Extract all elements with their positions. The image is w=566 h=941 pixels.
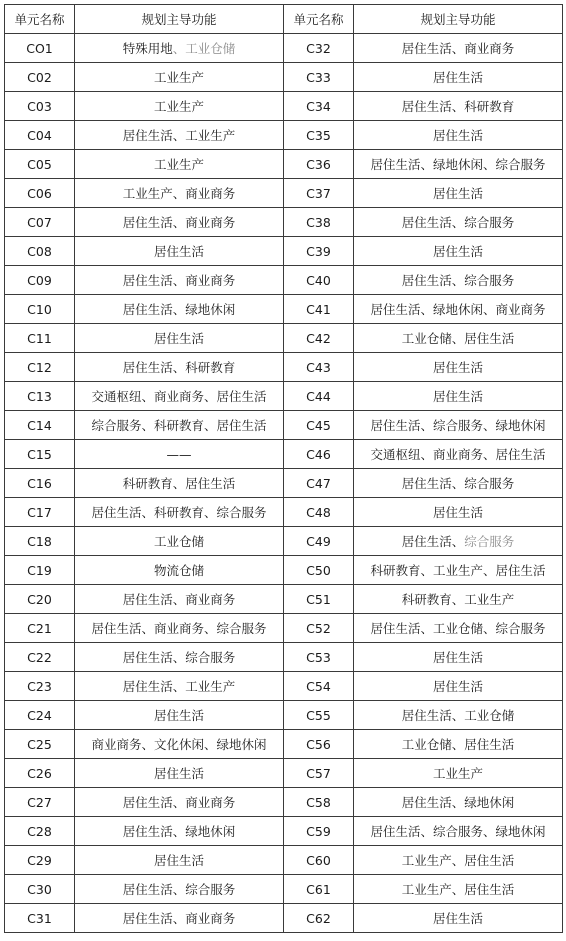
table-row: [5, 266, 563, 295]
function-cell-left: [75, 324, 284, 353]
unit-name-cell-right: C57: [284, 759, 354, 788]
function-cell-right: [354, 411, 563, 440]
function-text: 居住生活、绿地休闲、商业商务: [370, 302, 546, 317]
unit-name-cell-left: C02: [5, 63, 75, 92]
unit-name-cell-right: C52: [284, 614, 354, 643]
unit-name-cell-right: C55: [284, 701, 354, 730]
function-cell-left: [75, 556, 284, 585]
function-cell-right: [354, 63, 563, 92]
function-text: 工业生产、商业商务: [122, 186, 236, 201]
table-row: [5, 614, 563, 643]
unit-name-cell-right: C56: [284, 730, 354, 759]
function-cell-right: [354, 556, 563, 585]
unit-name-cell-left: C22: [5, 643, 75, 672]
table-body: [5, 34, 563, 933]
function-cell-left: [75, 759, 284, 788]
unit-name-cell-left: C09: [5, 266, 75, 295]
function-text: 居住生活、商业商务: [122, 911, 236, 926]
unit-name-cell-right: C32: [284, 34, 354, 63]
function-text: 居住生活、商业商务: [401, 41, 515, 56]
function-cell-right: [354, 643, 563, 672]
function-text: 居住生活、商业商务、综合服务: [91, 621, 267, 636]
table-row: [5, 63, 563, 92]
function-text: 工业仓储、居住生活: [401, 331, 515, 346]
table-row: [5, 788, 563, 817]
function-text: 居住生活: [153, 244, 204, 259]
function-text: ——: [166, 446, 192, 462]
function-cell-left: [75, 63, 284, 92]
unit-name-cell-left: C07: [5, 208, 75, 237]
function-text: 居住生活、商业商务: [122, 215, 236, 230]
function-cell-right: [354, 382, 563, 411]
table-row: [5, 759, 563, 788]
function-text: 居住生活、: [401, 534, 465, 549]
unit-name-cell-left: C12: [5, 353, 75, 382]
function-text: 居住生活: [432, 505, 483, 520]
function-text-faded: 、工业仓储: [172, 41, 236, 56]
function-text: 居住生活: [432, 679, 483, 694]
unit-name-cell-right: C60: [284, 846, 354, 875]
unit-name-cell-left: C05: [5, 150, 75, 179]
unit-name-cell-left: C19: [5, 556, 75, 585]
table-row: [5, 585, 563, 614]
table-row: [5, 121, 563, 150]
unit-name-cell-right: C42: [284, 324, 354, 353]
function-text: 居住生活: [153, 853, 204, 868]
unit-name-cell-left: C17: [5, 498, 75, 527]
function-text: 工业仓储、居住生活: [401, 737, 515, 752]
function-cell-left: [75, 295, 284, 324]
header-unit-name-right: 单元名称: [284, 5, 354, 34]
unit-name-cell-right: C45: [284, 411, 354, 440]
unit-name-cell-right: C54: [284, 672, 354, 701]
function-text: 交通枢纽、商业商务、居住生活: [91, 389, 267, 404]
function-text: 居住生活、综合服务: [122, 650, 236, 665]
unit-name-cell-right: C58: [284, 788, 354, 817]
table-row: [5, 237, 563, 266]
function-cell-left: [75, 904, 284, 933]
unit-name-cell-right: C35: [284, 121, 354, 150]
table-row: [5, 411, 563, 440]
function-cell-left: [75, 672, 284, 701]
unit-name-cell-left: C18: [5, 527, 75, 556]
unit-name-cell-right: C33: [284, 63, 354, 92]
function-text: 居住生活: [432, 128, 483, 143]
unit-name-cell-right: C47: [284, 469, 354, 498]
function-cell-right: [354, 295, 563, 324]
unit-name-cell-right: C50: [284, 556, 354, 585]
header-function-right: 规划主导功能: [354, 5, 563, 34]
function-cell-right: [354, 121, 563, 150]
function-cell-right: [354, 904, 563, 933]
unit-name-cell-left: C20: [5, 585, 75, 614]
table-row: [5, 324, 563, 353]
unit-name-cell-left: C28: [5, 817, 75, 846]
function-cell-left: [75, 34, 284, 63]
function-cell-left: [75, 469, 284, 498]
unit-name-cell-right: C51: [284, 585, 354, 614]
function-text: 居住生活: [432, 70, 483, 85]
function-cell-left: [75, 440, 284, 469]
function-cell-left: [75, 382, 284, 411]
function-text: 工业生产、居住生活: [401, 853, 515, 868]
function-text: 居住生活、综合服务: [122, 882, 236, 897]
unit-name-cell-right: C38: [284, 208, 354, 237]
function-text: 工业生产: [153, 157, 204, 172]
function-text: 工业仓储: [153, 534, 204, 549]
table-row: [5, 817, 563, 846]
table-row: [5, 498, 563, 527]
unit-name-cell-right: C49: [284, 527, 354, 556]
function-cell-right: [354, 237, 563, 266]
function-text: 居住生活、工业仓储: [401, 708, 515, 723]
function-cell-left: [75, 875, 284, 904]
function-cell-left: [75, 150, 284, 179]
function-cell-right: [354, 208, 563, 237]
function-text: 居住生活: [153, 708, 204, 723]
function-text: 居住生活、科研教育: [401, 99, 515, 114]
function-text: 工业生产: [153, 70, 204, 85]
function-text: 居住生活: [432, 911, 483, 926]
unit-name-cell-left: C24: [5, 701, 75, 730]
function-text: 居住生活、工业生产: [122, 679, 236, 694]
function-text: 居住生活、商业商务: [122, 592, 236, 607]
function-cell-left: [75, 498, 284, 527]
unit-name-cell-left: C30: [5, 875, 75, 904]
table-row: [5, 150, 563, 179]
unit-name-cell-right: C36: [284, 150, 354, 179]
table-row: [5, 440, 563, 469]
function-cell-right: [354, 266, 563, 295]
function-text: 居住生活: [153, 766, 204, 781]
unit-name-cell-left: C10: [5, 295, 75, 324]
function-cell-right: [354, 34, 563, 63]
table-row: [5, 353, 563, 382]
unit-name-cell-right: C41: [284, 295, 354, 324]
function-cell-left: [75, 788, 284, 817]
header-row: [5, 5, 563, 34]
unit-name-cell-left: C16: [5, 469, 75, 498]
function-text: 居住生活、工业生产: [122, 128, 236, 143]
function-cell-left: [75, 527, 284, 556]
function-cell-right: [354, 527, 563, 556]
table-row: [5, 701, 563, 730]
unit-name-cell-left: C15: [5, 440, 75, 469]
unit-name-cell-left: C04: [5, 121, 75, 150]
function-text: 居住生活、科研教育: [122, 360, 236, 375]
table-row: [5, 34, 563, 63]
unit-name-cell-left: C06: [5, 179, 75, 208]
unit-name-cell-left: C21: [5, 614, 75, 643]
function-cell-right: [354, 585, 563, 614]
unit-name-cell-right: C62: [284, 904, 354, 933]
unit-name-cell-left: C11: [5, 324, 75, 353]
function-text: 科研教育、居住生活: [122, 476, 236, 491]
function-cell-right: [354, 730, 563, 759]
unit-name-cell-right: C43: [284, 353, 354, 382]
function-cell-right: [354, 672, 563, 701]
function-cell-right: [354, 150, 563, 179]
table-row: [5, 208, 563, 237]
function-text: 居住生活、工业仓储、综合服务: [370, 621, 546, 636]
function-text: 居住生活、综合服务、绿地休闲: [370, 824, 546, 839]
function-text: 居住生活、综合服务: [401, 476, 515, 491]
unit-name-cell-left: C13: [5, 382, 75, 411]
table-row: [5, 730, 563, 759]
function-text: 商业商务、文化休闲、绿地休闲: [91, 737, 267, 752]
unit-function-table: [4, 4, 563, 933]
function-cell-right: [354, 614, 563, 643]
unit-name-cell-right: C37: [284, 179, 354, 208]
table-row: [5, 556, 563, 585]
unit-name-cell-left: C31: [5, 904, 75, 933]
unit-name-cell-left: C26: [5, 759, 75, 788]
unit-name-cell-left: C25: [5, 730, 75, 759]
unit-name-cell-left: C14: [5, 411, 75, 440]
unit-name-cell-right: C46: [284, 440, 354, 469]
function-cell-left: [75, 121, 284, 150]
unit-name-cell-left: C29: [5, 846, 75, 875]
function-text: 居住生活、综合服务、绿地休闲: [370, 418, 546, 433]
function-text: 居住生活、绿地休闲: [401, 795, 515, 810]
unit-name-cell-right: C40: [284, 266, 354, 295]
function-cell-left: [75, 730, 284, 759]
function-text: 居住生活、绿地休闲、综合服务: [370, 157, 546, 172]
function-cell-right: [354, 440, 563, 469]
table-row: [5, 672, 563, 701]
table-row: [5, 179, 563, 208]
function-text: 居住生活: [432, 650, 483, 665]
function-cell-left: [75, 92, 284, 121]
function-cell-right: [354, 846, 563, 875]
table-row: [5, 382, 563, 411]
function-text: 物流仓储: [153, 563, 204, 578]
function-text: 工业生产、居住生活: [401, 882, 515, 897]
function-cell-left: [75, 266, 284, 295]
function-cell-left: [75, 701, 284, 730]
unit-name-cell-right: C44: [284, 382, 354, 411]
function-text: 居住生活: [153, 331, 204, 346]
function-text: 居住生活、绿地休闲: [122, 824, 236, 839]
unit-name-cell-left: C27: [5, 788, 75, 817]
function-cell-right: [354, 353, 563, 382]
unit-name-cell-right: C34: [284, 92, 354, 121]
function-cell-left: [75, 817, 284, 846]
function-text: 科研教育、工业生产、居住生活: [370, 563, 546, 578]
function-cell-left: [75, 846, 284, 875]
unit-name-cell-right: C59: [284, 817, 354, 846]
function-cell-right: [354, 701, 563, 730]
function-text: 交通枢纽、商业商务、居住生活: [370, 447, 546, 462]
unit-name-cell-left: C23: [5, 672, 75, 701]
function-cell-left: [75, 585, 284, 614]
function-text: 工业生产: [153, 99, 204, 114]
function-cell-right: [354, 92, 563, 121]
header-unit-name-left: 单元名称: [5, 5, 75, 34]
unit-name-cell-left: CO1: [5, 34, 75, 63]
function-cell-right: [354, 179, 563, 208]
function-text: 居住生活: [432, 360, 483, 375]
function-text: 居住生活、绿地休闲: [122, 302, 236, 317]
function-text: 居住生活、综合服务: [401, 215, 515, 230]
function-text: 特殊用地: [122, 41, 173, 56]
table-row: [5, 846, 563, 875]
function-text: 居住生活、商业商务: [122, 273, 236, 288]
unit-name-cell-left: C08: [5, 237, 75, 266]
unit-name-cell-right: C61: [284, 875, 354, 904]
function-cell-right: [354, 324, 563, 353]
table-row: [5, 469, 563, 498]
function-text: 居住生活、综合服务: [401, 273, 515, 288]
unit-name-cell-right: C48: [284, 498, 354, 527]
table-row: [5, 92, 563, 121]
function-text: 居住生活、科研教育、综合服务: [91, 505, 267, 520]
function-cell-left: [75, 353, 284, 382]
header-function-left: 规划主导功能: [75, 5, 284, 34]
function-cell-right: [354, 817, 563, 846]
unit-name-cell-right: C53: [284, 643, 354, 672]
unit-name-cell-left: C03: [5, 92, 75, 121]
function-text: 工业生产: [432, 766, 483, 781]
function-text: 居住生活: [432, 389, 483, 404]
function-text: 居住生活、商业商务: [122, 795, 236, 810]
function-text: 综合服务、科研教育、居住生活: [91, 418, 267, 433]
table-row: [5, 295, 563, 324]
table-row: [5, 527, 563, 556]
function-cell-left: [75, 411, 284, 440]
function-text-faded: 综合服务: [464, 534, 515, 549]
function-cell-right: [354, 788, 563, 817]
unit-name-cell-right: C39: [284, 237, 354, 266]
function-cell-right: [354, 498, 563, 527]
function-cell-left: [75, 208, 284, 237]
function-text: 居住生活: [432, 186, 483, 201]
function-cell-right: [354, 875, 563, 904]
function-cell-left: [75, 614, 284, 643]
function-text: 居住生活: [432, 244, 483, 259]
function-cell-left: [75, 643, 284, 672]
function-cell-left: [75, 179, 284, 208]
table-row: [5, 643, 563, 672]
function-text: 科研教育、工业生产: [401, 592, 515, 607]
table-row: [5, 904, 563, 933]
table-row: [5, 875, 563, 904]
function-cell-left: [75, 237, 284, 266]
function-cell-right: [354, 759, 563, 788]
function-cell-right: [354, 469, 563, 498]
